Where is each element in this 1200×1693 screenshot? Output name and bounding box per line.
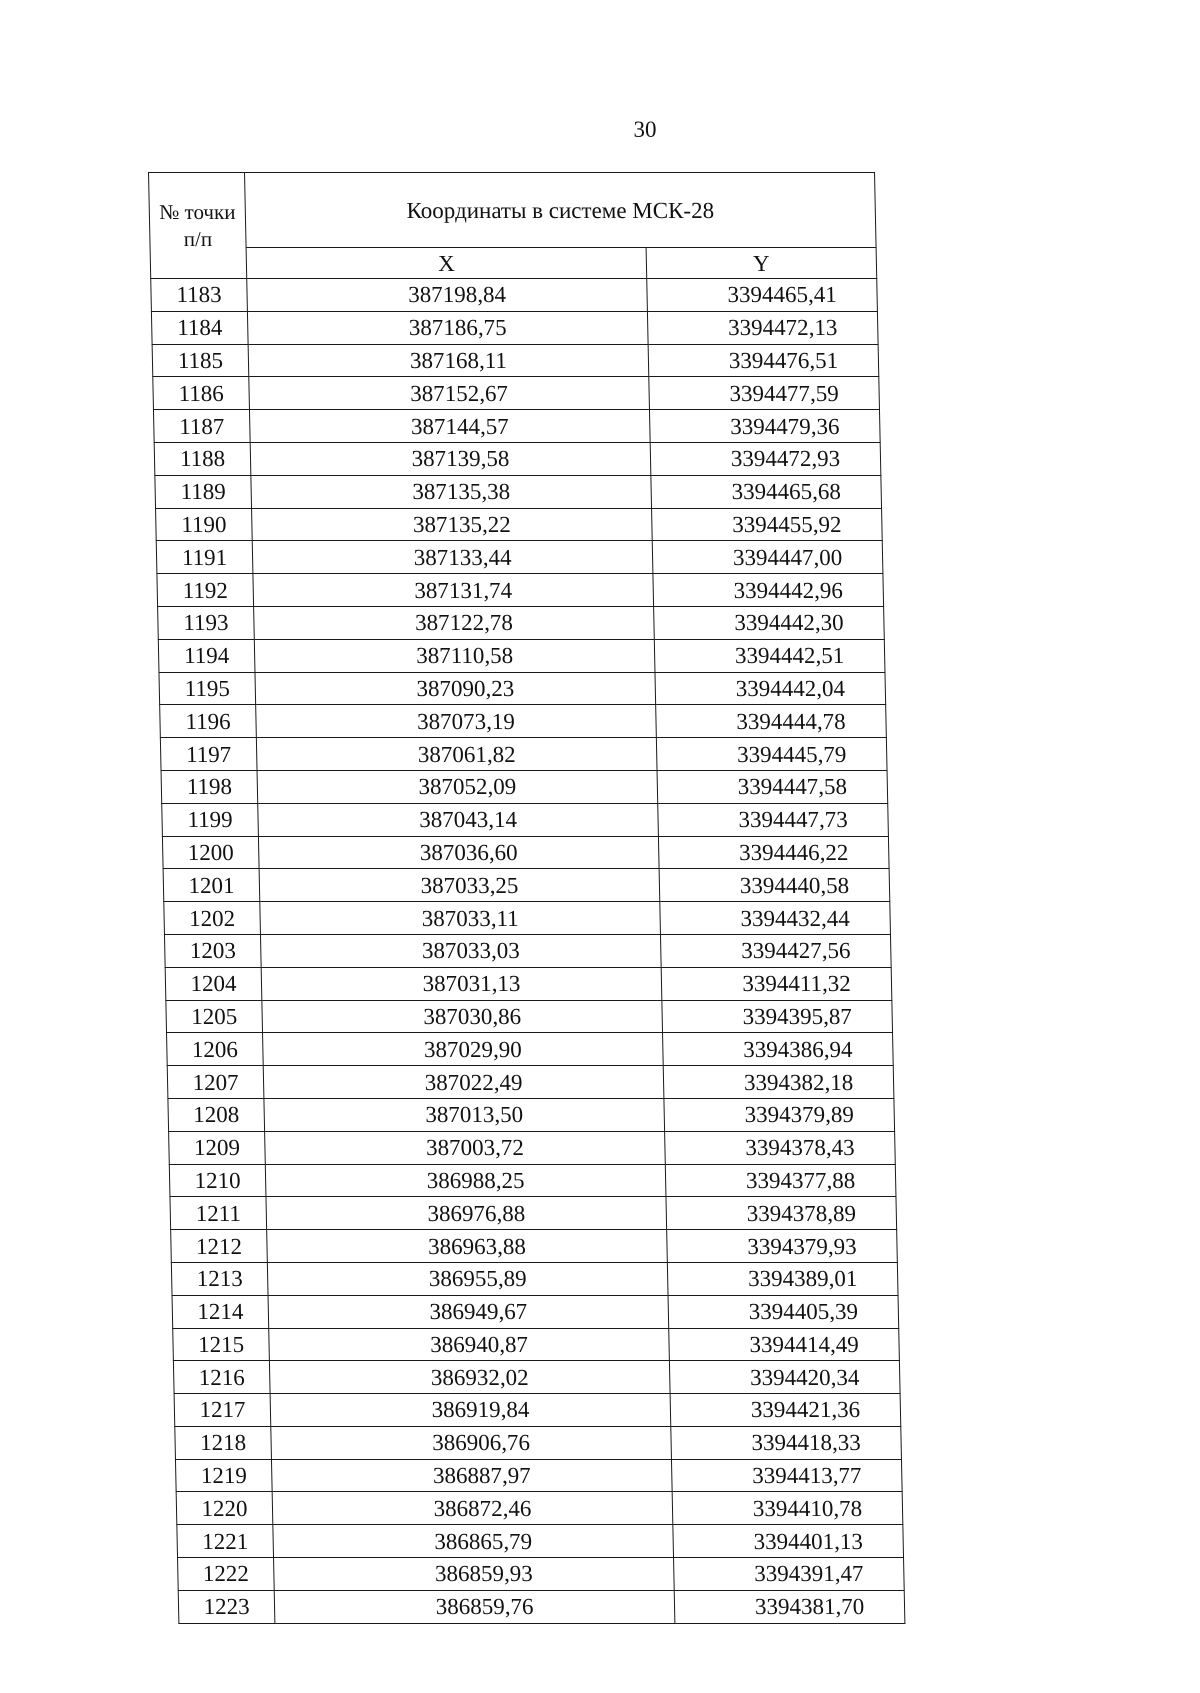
point-number-cell: 1196 (160, 705, 257, 738)
point-number-cell: 1185 (152, 344, 249, 377)
table-row (169, 1131, 896, 1164)
point-number-cell: 1197 (160, 738, 257, 771)
x-coordinate-cell: 386949,67 (268, 1295, 669, 1328)
table-row (162, 803, 889, 836)
y-coordinate-cell: 3394410,78 (672, 1492, 903, 1525)
y-coordinate-cell: 3394401,13 (673, 1525, 904, 1558)
x-coordinate-cell: 386988,25 (265, 1164, 666, 1197)
coordinates-table (148, 172, 905, 1624)
table-row (177, 1525, 904, 1558)
point-number-cell: 1202 (164, 902, 261, 935)
table-row (165, 967, 892, 1000)
table-row (173, 1361, 900, 1394)
x-coordinate-cell: 387198,84 (247, 279, 648, 312)
point-number-cell: 1211 (170, 1197, 267, 1230)
table-row (169, 1164, 896, 1197)
point-number-cell: 1203 (164, 934, 261, 967)
table-row (155, 475, 882, 508)
y-coordinate-cell: 3394427,56 (660, 934, 891, 967)
y-coordinate-cell: 3394413,77 (671, 1459, 902, 1492)
x-coordinate-cell: 386887,97 (271, 1459, 672, 1492)
point-number-cell: 1201 (163, 869, 260, 902)
y-coordinate-cell: 3394379,89 (664, 1098, 895, 1131)
point-number-cell: 1194 (158, 639, 255, 672)
table-row (151, 311, 878, 344)
point-number-cell: 1191 (156, 541, 253, 574)
y-coordinate-cell: 3394389,01 (667, 1262, 898, 1295)
table-row (167, 1066, 894, 1099)
table-row (174, 1394, 901, 1427)
table-row (170, 1197, 897, 1230)
y-coordinate-cell: 3394386,94 (663, 1033, 894, 1066)
table-row (167, 1033, 894, 1066)
x-coordinate-cell: 386940,87 (269, 1328, 670, 1361)
x-coordinate-cell: 387033,11 (260, 902, 661, 935)
y-coordinate-cell: 3394432,44 (660, 902, 891, 935)
x-coordinate-cell: 387152,67 (249, 377, 650, 410)
table-row (164, 902, 891, 935)
table-row (178, 1590, 905, 1623)
page-number: 30 (633, 117, 657, 142)
x-coordinate-cell: 387168,11 (248, 344, 649, 377)
x-coordinate-cell: 387135,38 (251, 475, 652, 508)
table-row (164, 934, 891, 967)
table-row (156, 541, 883, 574)
table-row (152, 344, 879, 377)
table-row (151, 279, 878, 312)
y-coordinate-cell: 3394476,51 (648, 344, 879, 377)
point-number-cell: 1207 (167, 1066, 264, 1099)
table-row (157, 574, 884, 607)
table-row (158, 606, 885, 639)
y-coordinate-cell: 3394477,59 (649, 377, 880, 410)
y-coordinate-cell: 3394442,51 (654, 639, 885, 672)
point-number-cell: 1215 (173, 1328, 270, 1361)
y-coordinate-cell: 3394440,58 (659, 869, 890, 902)
point-number-cell: 1222 (178, 1558, 275, 1591)
x-column-header: X (246, 248, 647, 279)
x-coordinate-cell: 386906,76 (271, 1426, 672, 1459)
point-number-cell: 1214 (172, 1295, 269, 1328)
y-coordinate-cell: 3394447,58 (657, 770, 888, 803)
x-coordinate-cell: 386932,02 (269, 1361, 670, 1394)
y-coordinate-cell: 3394381,70 (674, 1590, 905, 1623)
x-coordinate-cell: 387061,82 (256, 738, 657, 771)
y-coordinate-cell: 3394378,89 (666, 1197, 897, 1230)
table-row (175, 1459, 902, 1492)
point-number-cell: 1200 (162, 836, 259, 869)
x-coordinate-cell: 387033,25 (259, 869, 660, 902)
x-coordinate-cell: 386963,88 (267, 1230, 668, 1263)
table-row (156, 508, 883, 541)
y-coordinate-cell: 3394445,79 (656, 738, 887, 771)
x-coordinate-cell: 386859,93 (274, 1558, 675, 1591)
x-coordinate-cell: 387022,49 (263, 1066, 664, 1099)
y-coordinate-cell: 3394465,41 (647, 279, 878, 312)
table-row (178, 1558, 905, 1591)
point-number-cell: 1209 (169, 1131, 266, 1164)
table-row (153, 377, 880, 410)
point-number-cell: 1199 (162, 803, 259, 836)
x-coordinate-cell: 387036,60 (258, 836, 659, 869)
point-number-cell: 1208 (168, 1098, 265, 1131)
y-coordinate-cell: 3394446,22 (658, 836, 889, 869)
y-coordinate-cell: 3394465,68 (651, 475, 882, 508)
x-coordinate-cell: 387031,13 (261, 967, 662, 1000)
y-coordinate-cell: 3394391,47 (674, 1558, 905, 1591)
y-column-header: Y (646, 248, 877, 279)
x-coordinate-cell: 387090,23 (255, 672, 656, 705)
y-coordinate-cell: 3394472,93 (650, 442, 881, 475)
y-coordinate-cell: 3394444,78 (656, 705, 887, 738)
point-number-cell: 1221 (177, 1525, 274, 1558)
point-number-cell: 1183 (151, 279, 248, 312)
y-coordinate-cell: 3394382,18 (663, 1066, 894, 1099)
table-row (161, 770, 888, 803)
y-coordinate-cell: 3394447,00 (652, 541, 883, 574)
x-coordinate-cell: 386872,46 (272, 1492, 673, 1525)
table-row (173, 1328, 900, 1361)
table-row (176, 1492, 903, 1525)
point-number-cell: 1189 (155, 475, 252, 508)
y-coordinate-cell: 3394442,30 (654, 606, 885, 639)
table-row (158, 639, 885, 672)
y-coordinate-cell: 3394414,49 (669, 1328, 900, 1361)
point-number-cell: 1190 (156, 508, 253, 541)
point-number-cell: 1195 (159, 672, 256, 705)
y-coordinate-cell: 3394395,87 (662, 1000, 893, 1033)
table-row (175, 1426, 902, 1459)
y-coordinate-cell: 3394455,92 (652, 508, 883, 541)
coordinates-system-header: Координаты в системе МСК-28 (245, 173, 877, 248)
point-number-cell: 1218 (175, 1426, 272, 1459)
point-number-cell: 1220 (176, 1492, 273, 1525)
point-number-cell: 1212 (171, 1230, 268, 1263)
point-number-cell: 1193 (158, 606, 255, 639)
point-number-cell: 1186 (153, 377, 250, 410)
x-coordinate-cell: 387186,75 (247, 311, 648, 344)
x-coordinate-cell: 386919,84 (270, 1394, 671, 1427)
table-row (154, 442, 881, 475)
point-number-cell: 1217 (174, 1394, 271, 1427)
y-coordinate-cell: 3394421,36 (670, 1394, 901, 1427)
table-row (162, 836, 889, 869)
y-coordinate-cell: 3394377,88 (665, 1164, 896, 1197)
point-number-cell: 1187 (153, 410, 250, 443)
point-number-cell: 1206 (167, 1033, 264, 1066)
x-coordinate-cell: 387122,78 (254, 606, 655, 639)
x-coordinate-cell: 387144,57 (249, 410, 650, 443)
point-number-cell: 1205 (166, 1000, 263, 1033)
y-coordinate-cell: 3394479,36 (649, 410, 880, 443)
point-number-cell: 1204 (165, 967, 262, 1000)
x-coordinate-cell: 387133,44 (252, 541, 653, 574)
x-coordinate-cell: 387029,90 (263, 1033, 664, 1066)
point-number-header: № точки п/п (149, 173, 247, 279)
x-coordinate-cell: 387030,86 (262, 1000, 663, 1033)
table-row (163, 869, 890, 902)
x-coordinate-cell: 387073,19 (256, 705, 657, 738)
table-row (160, 738, 887, 771)
point-number-cell: 1223 (178, 1590, 275, 1623)
point-number-cell: 1213 (171, 1262, 268, 1295)
point-number-cell: 1188 (154, 442, 251, 475)
table-row (159, 672, 886, 705)
y-coordinate-cell: 3394411,32 (661, 967, 892, 1000)
y-coordinate-cell: 3394442,96 (653, 574, 884, 607)
point-number-cell: 1210 (169, 1164, 266, 1197)
y-coordinate-cell: 3394379,93 (667, 1230, 898, 1263)
x-coordinate-cell: 387043,14 (258, 803, 659, 836)
point-number-cell: 1192 (157, 574, 254, 607)
y-coordinate-cell: 3394447,73 (658, 803, 889, 836)
x-coordinate-cell: 387110,58 (254, 639, 655, 672)
x-coordinate-cell: 386865,79 (273, 1525, 674, 1558)
x-coordinate-cell: 387131,74 (253, 574, 654, 607)
x-coordinate-cell: 387003,72 (265, 1131, 666, 1164)
x-coordinate-cell: 387135,22 (252, 508, 653, 541)
x-coordinate-cell: 386976,88 (266, 1197, 667, 1230)
table-row (171, 1262, 898, 1295)
table-row (171, 1230, 898, 1263)
point-number-cell: 1184 (151, 311, 248, 344)
table-subheader-row (150, 248, 877, 279)
x-coordinate-cell: 386859,76 (274, 1590, 675, 1623)
table-row (160, 705, 887, 738)
y-coordinate-cell: 3394405,39 (668, 1295, 899, 1328)
x-coordinate-cell: 387013,50 (264, 1098, 665, 1131)
x-coordinate-cell: 387139,58 (250, 442, 651, 475)
point-number-cell: 1198 (161, 770, 258, 803)
y-coordinate-cell: 3394418,33 (671, 1426, 902, 1459)
y-coordinate-cell: 3394472,13 (647, 311, 878, 344)
table-row (172, 1295, 899, 1328)
x-coordinate-cell: 387052,09 (257, 770, 658, 803)
y-coordinate-cell: 3394420,34 (669, 1361, 900, 1394)
table-header-row (149, 173, 877, 248)
x-coordinate-cell: 386955,89 (267, 1262, 668, 1295)
point-number-cell: 1216 (173, 1361, 270, 1394)
point-number-cell: 1219 (175, 1459, 272, 1492)
y-coordinate-cell: 3394378,43 (665, 1131, 896, 1164)
table-row (153, 410, 880, 443)
table-row (166, 1000, 893, 1033)
table-row (168, 1098, 895, 1131)
y-coordinate-cell: 3394442,04 (655, 672, 886, 705)
x-coordinate-cell: 387033,03 (260, 934, 661, 967)
